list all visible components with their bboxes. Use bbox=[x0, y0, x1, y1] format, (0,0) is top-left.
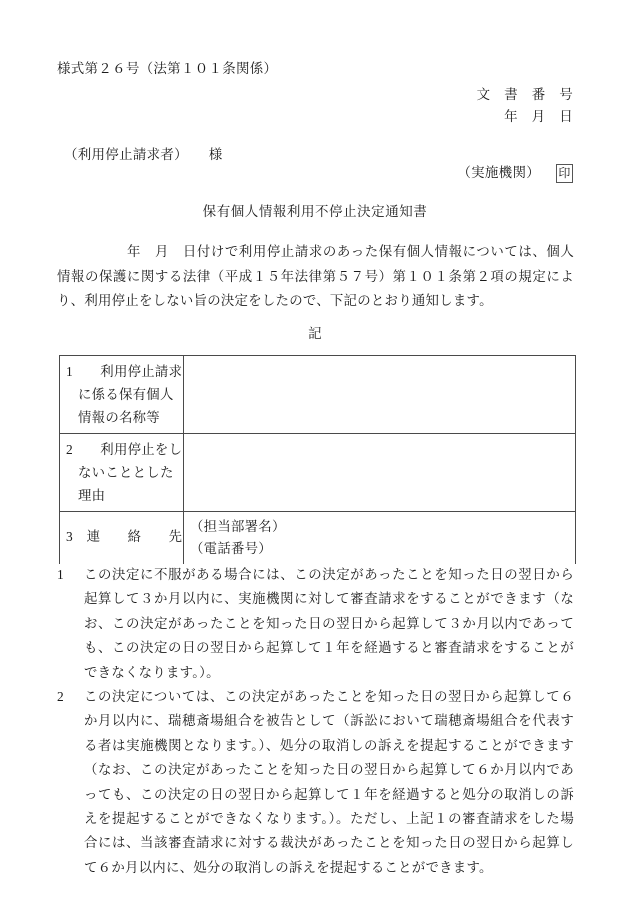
label-line: 2 利用停止をし bbox=[66, 442, 183, 457]
footnote-text: この決定に不服がある場合には、この決定があったことを知った日の翌日から起算して３か月以内に、実施機関に対して審査請求をすることができます（なお、この決定があったことを知った日の翌日から起算して３か月以内であっても、この決定の日の翌日から起算して１年を経過すると審査請求をすることができなくなります。）。 bbox=[84, 567, 574, 680]
footnote-number: 2 bbox=[57, 689, 64, 705]
issuing-agency-line bbox=[457, 163, 573, 183]
label-line: 理由 bbox=[78, 488, 106, 503]
table-row bbox=[60, 512, 576, 565]
row-value-reason[interactable] bbox=[184, 434, 576, 512]
row-label-contact bbox=[60, 512, 184, 565]
issuing-agency-label: （実施機関） bbox=[457, 165, 540, 180]
footnote-number: 1 bbox=[57, 567, 64, 582]
document-number-label: 文 書 番 号 bbox=[476, 87, 573, 102]
document-meta-block bbox=[477, 84, 573, 128]
row-label-retained-info-name bbox=[60, 356, 184, 434]
form-table bbox=[59, 355, 576, 564]
footnotes bbox=[57, 563, 574, 880]
contact-department-placeholder: （担当部署名） bbox=[190, 519, 286, 534]
page-title: 保有個人情報利用不停止決定通知書 bbox=[202, 204, 428, 219]
footnote-item bbox=[57, 563, 574, 685]
recipient-line: （利用停止請求者） 様 bbox=[64, 147, 223, 162]
label-line: に係る保有個人 bbox=[78, 387, 174, 402]
footnote-text: この決定については、この決定があったことを知った日の翌日から起算して６か月以内に、瑞穂斎場組合を被告として（訴訟において瑞穂斎場組合を代表する者は実施機関となります。）、処分の取消しの訴えを提起することができます（なお、この決定があったことを知った日の翌日から起算して６か月以内であっても、この決定の日の翌日から起算して１年を経過すると処分の取消しの訴えを提起することができなくなります。）。ただし、上記１の審査請求をした場合には、当該審査請求に対する裁決があったことを知った日の翌日から起算して６か月以内に、処分の取消しの訴えを提起することができます。 bbox=[84, 689, 574, 875]
body-paragraph: 年 月 日付けで利用停止請求のあった保有個人情報については、個人情報の保護に関する法律（平成１５年法律第５７号）第１０１条第２項の規定により、利用停止をしない旨の決定をしたので、下記のとおり通知します。 bbox=[57, 244, 574, 308]
form-number: 様式第２６号（法第１０１条関係） bbox=[57, 61, 278, 76]
footnote-item bbox=[57, 685, 574, 880]
row-value-contact[interactable] bbox=[184, 512, 576, 565]
row-value-retained-info-name[interactable] bbox=[184, 356, 576, 434]
row-label-reason bbox=[60, 434, 184, 512]
table-row bbox=[60, 434, 576, 512]
table-row bbox=[60, 356, 576, 434]
label-line: 1 利用停止請求 bbox=[66, 364, 183, 379]
document-date-label: 年 月 日 bbox=[504, 109, 573, 124]
ki-marker: 記 bbox=[308, 326, 322, 341]
seal-stamp-box: 印 bbox=[556, 164, 573, 183]
label-line: 情報の名称等 bbox=[78, 410, 160, 425]
label-line: ないこととした bbox=[78, 465, 174, 480]
contact-phone-placeholder: （電話番号） bbox=[190, 541, 272, 556]
label-line: 3 連 絡 先 bbox=[66, 528, 183, 544]
